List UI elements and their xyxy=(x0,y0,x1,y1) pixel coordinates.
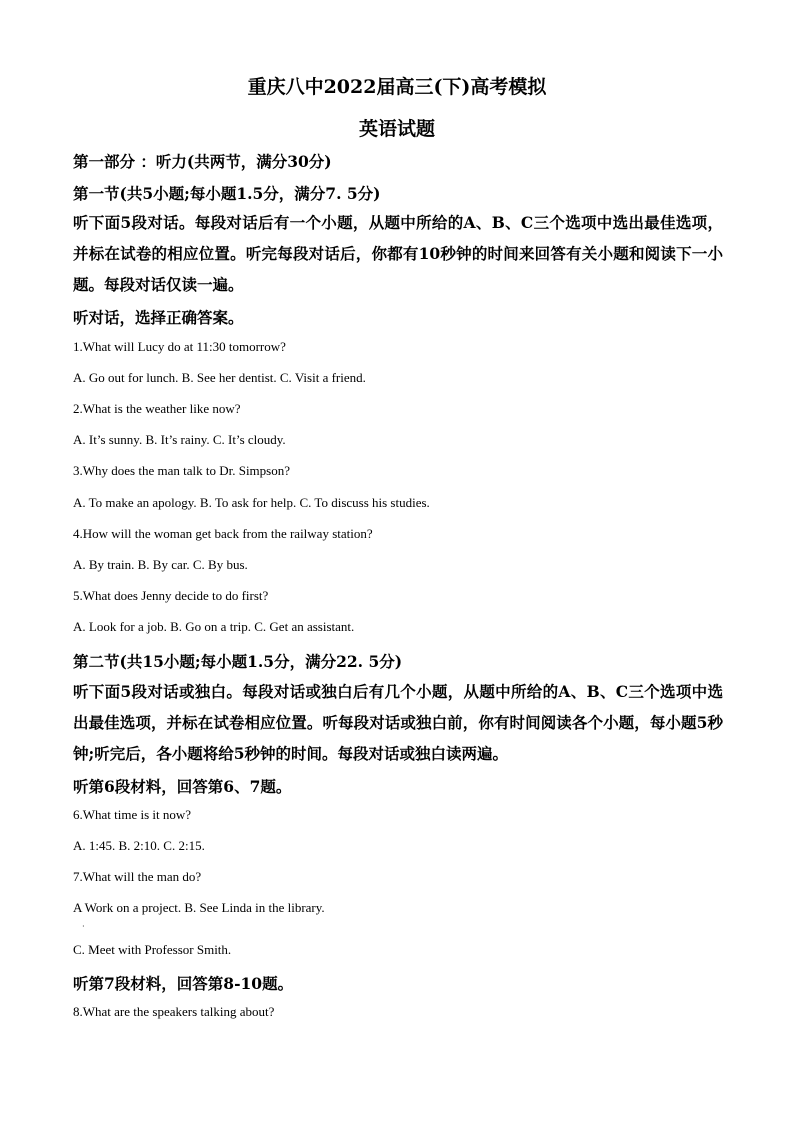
question-5: 5.What does Jenny decide to do first? xyxy=(73,588,269,603)
material-6-heading: 听第6段材料，回答第6、7题。 xyxy=(73,777,292,796)
question-2: 2.What is the weather like now? xyxy=(73,401,241,416)
exam-title: 重庆八中2022届高三(下)高考模拟 xyxy=(247,76,547,98)
question-7: 7.What will the man do? xyxy=(73,869,202,884)
question-7-option-c: C. Meet with Professor Smith. xyxy=(73,942,232,957)
section2-instructions: 听下面5段对话或独白。每段对话或独白后有几个小题，从题中所给的A、B、C三个选项中选出最佳选项，并标在试卷相应位置。听每段对话或独白前，你有时间阅读各个小题，每小题5秒钟;听完后，各小题将给5秒钟的时间。每段对话或独白读两遍。 xyxy=(73,682,723,763)
section1-heading: 第一节(共5小题;每小题1.5分，满分7. 5分) xyxy=(73,184,381,203)
question-4: 4.How will the woman get back from the railway station? xyxy=(73,526,373,541)
question-3: 3.Why does the man talk to Dr. Simpson? xyxy=(73,463,291,478)
question-5-options: A. Look for a job. B. Go on a trip. C. Get an assistant. xyxy=(73,619,355,634)
section1-instructions: 听下面5段对话。每段对话后有一个小题，从题中所给的A、B、C三个选项中选出最佳选项，并标在试卷的相应位置。听完每段对话后，你都有10秒钟的时间来回答有关小题和阅读下一小题。每段对话仅读一遍。 xyxy=(73,213,723,294)
section2-heading: 第二节(共15小题;每小题1.5分，满分22. 5分) xyxy=(73,652,403,671)
part1-heading: 第一部分 ：听力(共两节，满分30分) xyxy=(73,152,332,171)
exam-subtitle: 英语试题 xyxy=(358,118,435,140)
question-1: 1.What will Lucy do at 11:30 tomorrow? xyxy=(73,339,286,354)
question-8: 8.What are the speakers talking about? xyxy=(73,1004,275,1019)
question-4-options: A. By train. B. By car. C. By bus. xyxy=(73,557,248,572)
question-2-options: A. It’s sunny. B. It’s rainy. C. It’s cloudy. xyxy=(73,432,286,447)
stray-dot-mark: · xyxy=(82,922,85,931)
question-6: 6.What time is it now? xyxy=(73,807,192,822)
question-1-options: A. Go out for lunch. B. See her dentist. C. Visit a friend. xyxy=(73,370,366,385)
material-7-heading: 听第7段材料，回答第8-10题。 xyxy=(73,974,294,993)
section1-prompt: 听对话，选择正确答案。 xyxy=(73,308,244,327)
question-7-options-ab: A Work on a project. B. See Linda in the library. xyxy=(73,900,325,915)
question-3-options: A. To make an apology. B. To ask for help. C. To discuss his studies. xyxy=(73,495,430,510)
question-6-options: A. 1:45. B. 2:10. C. 2:15. xyxy=(73,838,205,853)
